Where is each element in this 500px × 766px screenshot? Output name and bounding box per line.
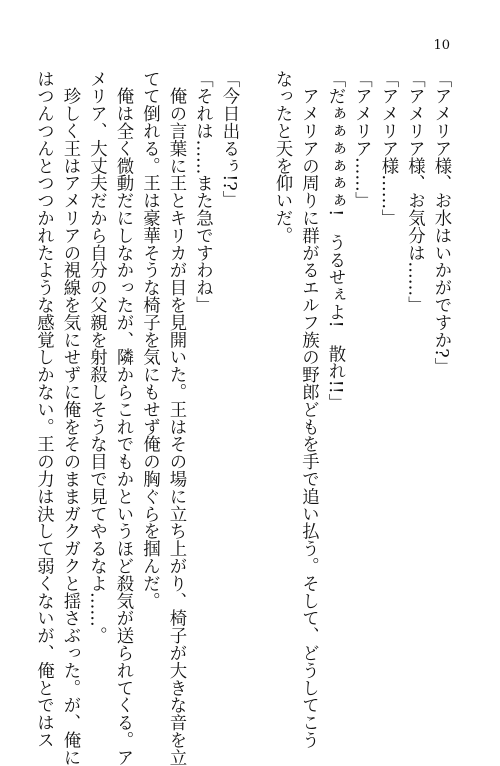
text-line-3: 「アメリア様……」 bbox=[378, 70, 398, 227]
text-line-6: アメリアの周りに群がるエルフ族の野郎どもを手で追い払う。そして、どうしてこう bbox=[298, 70, 319, 749]
text-line-10: 「それは……また急ですわね」 bbox=[192, 70, 213, 314]
text-line-1: 「アメリア様、お水はいかがですか?」 bbox=[431, 70, 451, 376]
text-line-12: てて倒れる。王は豪華そうな椅子を気にもせず俺の胸ぐらを掴んだ。 bbox=[139, 70, 160, 610]
text-line-13: 俺は全く微動だにしなかったが、隣からこれでもかというほど殺気が送られてくる。ア bbox=[113, 70, 133, 766]
text-line-5: 「だぁぁぁぁぁぁ! うるせぇよ! 散れ!!」 bbox=[325, 70, 345, 412]
text-line-15: 珍しく王はアメリアの視線を気にせずに俺をそのままガクガクと揺さぶった。が、俺に bbox=[60, 70, 80, 766]
page-number: 10 bbox=[433, 38, 450, 53]
text-line-4: 「アメリア……」 bbox=[351, 70, 372, 210]
text-line-2: 「アメリア様、お気分は……」 bbox=[404, 70, 425, 314]
text-line-16: はつんつんとつつかれたような感覚しかない。王の力は決して弱くないが、俺とではス bbox=[33, 70, 54, 749]
text-line-11: 俺の言葉に王とキリカが目を見開いた。王はその場に立ち上がり、椅子が大きな音を立 bbox=[166, 70, 186, 766]
text-line-9: 「今日出るぅ!?」 bbox=[219, 70, 239, 209]
body-text bbox=[30, 70, 454, 766]
blank-line bbox=[242, 70, 269, 670]
text-line-14: メリア、大丈夫だから自分の父親を射殺しそうな目で見てやるなよ……。 bbox=[86, 70, 107, 645]
text-line-7: なったと天を仰いだ。 bbox=[272, 70, 292, 244]
